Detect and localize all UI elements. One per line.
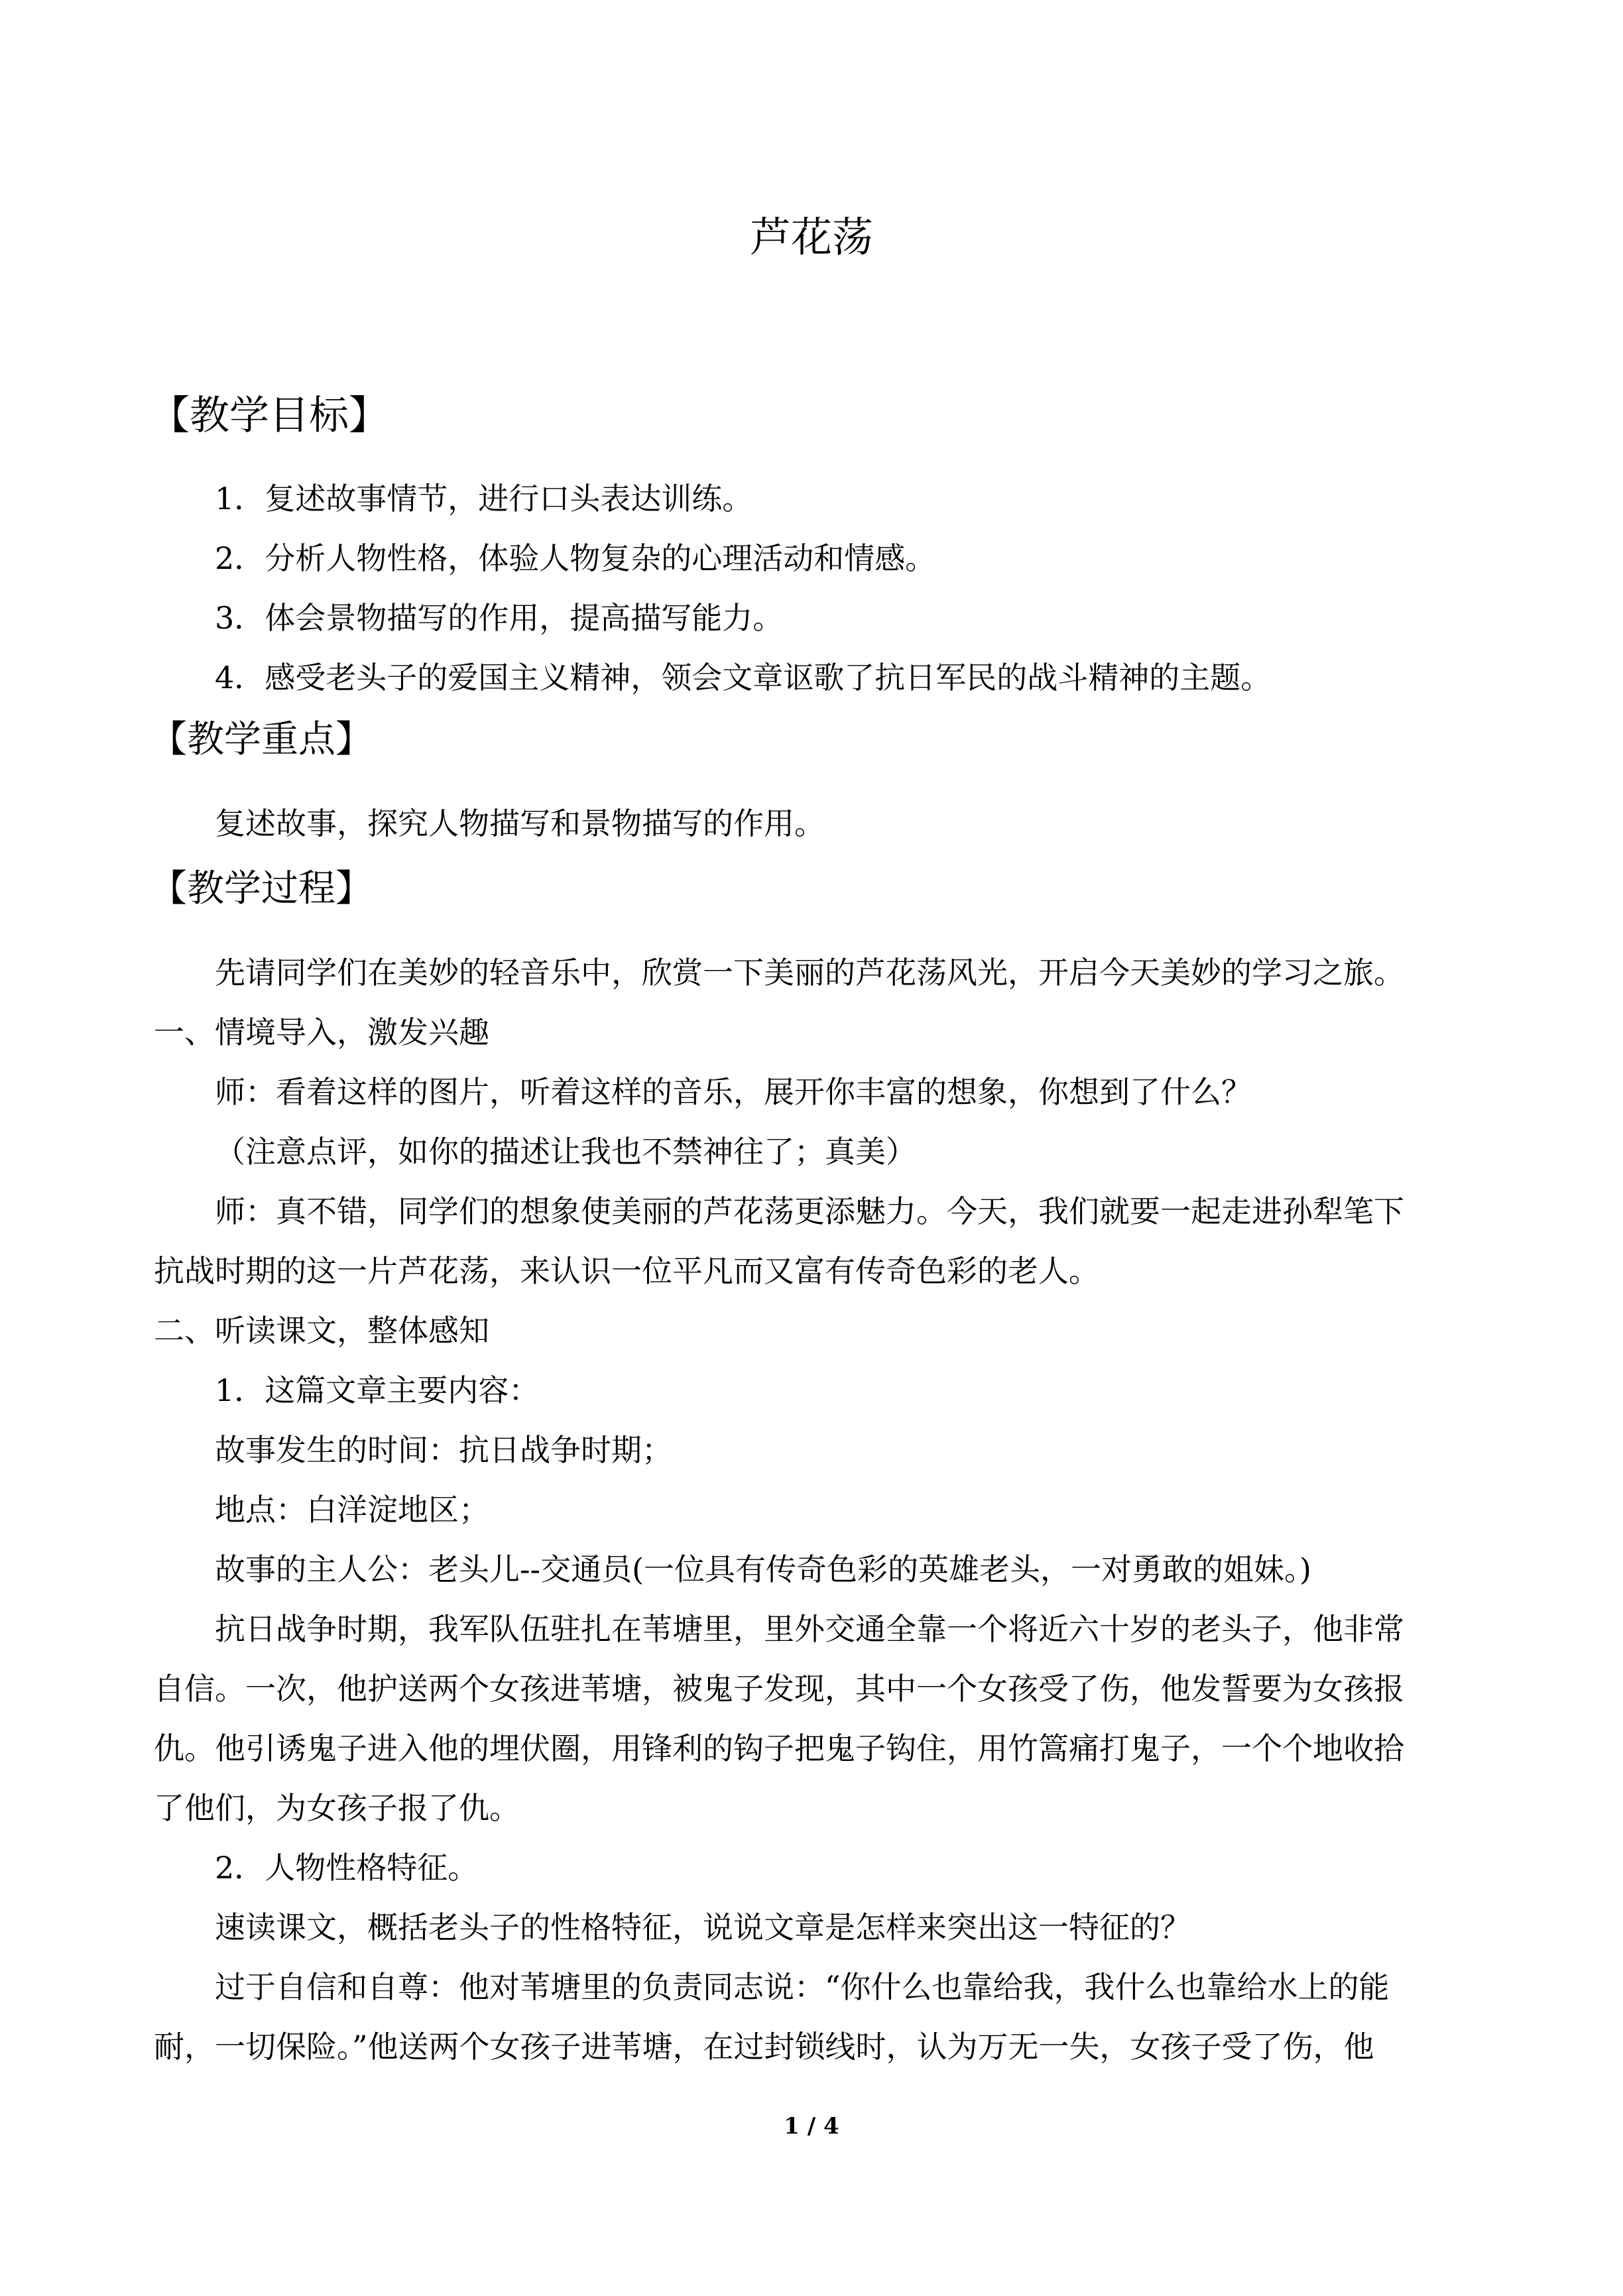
heading-process: 【教学过程】 xyxy=(150,867,373,910)
paragraph-line: （注意点评，如你的描述让我也不禁神往了；真美） xyxy=(215,1134,916,1170)
section-title: 一、情境导入，激发兴趣 xyxy=(154,1014,489,1050)
paragraph-line: 抗战时期的这一片芦花荡，来认识一位平凡而又富有传奇色彩的老人。 xyxy=(154,1253,1099,1289)
process-intro: 先请同学们在美妙的轻音乐中，欣赏一下美丽的芦花荡风光，开启今天美妙的学习之旅。 xyxy=(215,955,1404,991)
paragraph-line: 1．这篇文章主要内容： xyxy=(215,1372,540,1408)
paragraph-line: 抗日战争时期，我军队伍驻扎在苇塘里，里外交通全靠一个将近六十岁的老头子，他非常 xyxy=(215,1611,1404,1647)
section-title: 二、听读课文，整体感知 xyxy=(154,1313,489,1349)
page-number: 1 / 4 xyxy=(784,2113,839,2140)
objective-item: 4．感受老头子的爱国主义精神，领会文章讴歌了抗日军民的战斗精神的主题。 xyxy=(215,660,1272,695)
heading-keypoints: 【教学重点】 xyxy=(150,718,373,761)
objective-item: 1．复述故事情节，进行口头表达训练。 xyxy=(215,481,753,516)
paragraph-line: 2．人物性格特征。 xyxy=(215,1850,479,1886)
paragraph-line: 师：真不错，同学们的想象使美丽的芦花荡更添魅力。今天，我们就要一起走进孙犁笔下 xyxy=(215,1193,1404,1229)
paragraph-line: 耐，一切保险。”他送两个女孩子进苇塘，在过封锁线时，认为万无一失，女孩子受了伤，他 xyxy=(154,2029,1374,2065)
paragraph-line: 仇。他引诱鬼子进入他的埋伏圈，用锋利的钩子把鬼子钩住，用竹篙痛打鬼子，一个个地收拾 xyxy=(154,1730,1404,1766)
paragraph-line: 过于自信和自尊：他对苇塘里的负责同志说：“你什么也靠给我，我什么也靠给水上的能 xyxy=(215,1969,1390,2005)
objective-item: 2．分析人物性格，体验人物复杂的心理活动和情感。 xyxy=(215,540,936,576)
objective-item: 3．体会景物描写的作用，提高描写能力。 xyxy=(215,600,784,636)
keypoints-text: 复述故事，探究人物描写和景物描写的作用。 xyxy=(215,806,825,841)
document-title: 芦花荡 xyxy=(749,213,873,261)
paragraph-line: 故事的主人公：老头儿--交通员(一位具有传奇色彩的英雄老头，一对勇敢的姐妹。) xyxy=(215,1551,1311,1587)
paragraph-line: 故事发生的时间：抗日战争时期； xyxy=(215,1432,672,1468)
paragraph-line: 自信。一次，他护送两个女孩进苇塘，被鬼子发现，其中一个女孩受了伤，他发誓要为女孩报 xyxy=(154,1671,1404,1707)
paragraph-line: 师：看着这样的图片，听着这样的音乐，展开你丰富的想象，你想到了什么？ xyxy=(215,1074,1252,1110)
paragraph-line: 速读课文，概括老头子的性格特征，说说文章是怎样来突出这一特征的？ xyxy=(215,1909,1191,1945)
paragraph-line: 了他们，为女孩子报了仇。 xyxy=(154,1790,520,1826)
paragraph-line: 地点：白洋淀地区； xyxy=(215,1492,489,1528)
heading-objectives: 【教学目标】 xyxy=(150,393,389,439)
